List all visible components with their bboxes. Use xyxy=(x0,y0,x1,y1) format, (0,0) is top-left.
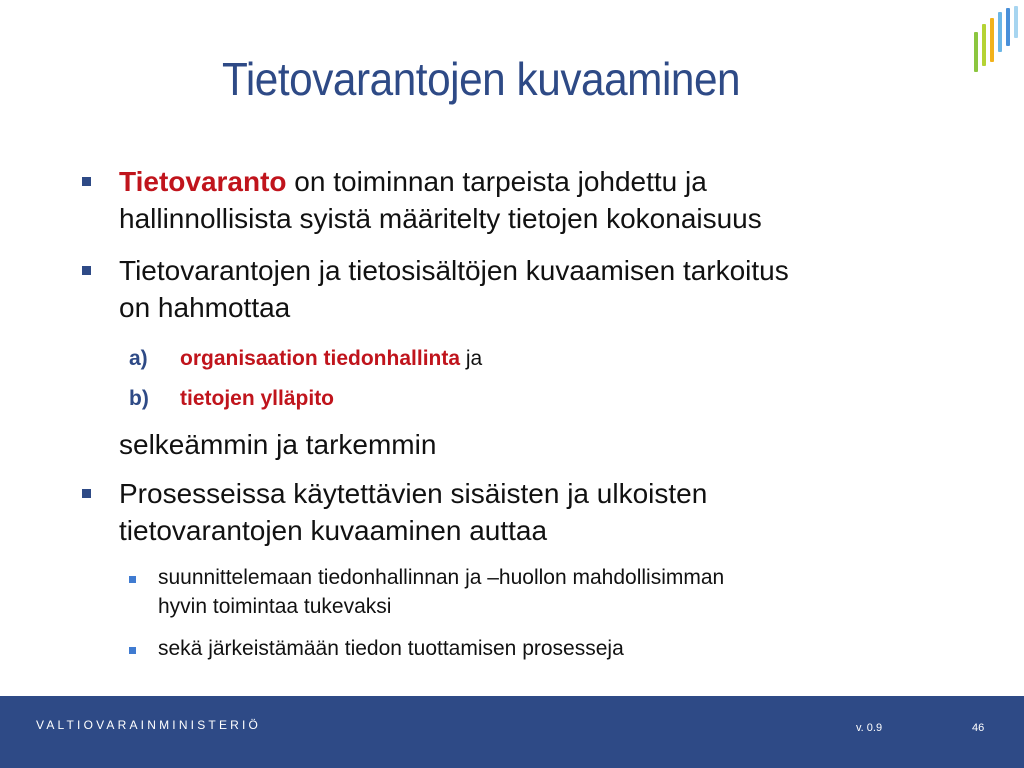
item-text-rest: ja xyxy=(460,347,483,370)
bullet-text-line: Tietovarantojen ja tietosisältöjen kuvaamisen tarkoitus xyxy=(119,255,789,286)
sub-bullet-marker xyxy=(129,647,136,654)
bullet-text-line: on hahmottaa xyxy=(119,292,291,323)
bullet-text-rest: on toiminnan tarpeista johdettu ja xyxy=(286,166,707,197)
sub-bullet-line: hyvin toimintaa tukevaksi xyxy=(158,595,392,618)
bullet-text xyxy=(119,163,979,237)
sub-bullet-line: suunnittelemaan tiedonhallinnan ja –huollon mahdollisimman xyxy=(158,566,725,589)
enum-marker: a) xyxy=(129,347,148,370)
term-highlight: organisaation tiedonhallinta xyxy=(180,347,461,370)
enumerated-item-text xyxy=(180,384,960,413)
term-highlight: Tietovaranto xyxy=(119,166,287,197)
ministry-name: VALTIOVARAINMINISTERIÖ xyxy=(36,718,262,732)
sub-bullet-marker xyxy=(129,576,136,583)
slide-title: Tietovarantojen kuvaaminen xyxy=(222,53,741,105)
footer-bar xyxy=(0,696,1024,768)
sub-bullet-line: sekä järkeistämään tiedon tuottamisen prosesseja xyxy=(158,637,624,660)
bullet-text-line: hallinnollisista syistä määritelty tietojen kokonaisuus xyxy=(119,203,762,234)
page-number: 46 xyxy=(972,722,985,734)
enum-marker: b) xyxy=(129,387,149,410)
continuation-text xyxy=(119,426,979,463)
bullet-marker xyxy=(82,177,91,186)
sub-bullet-text xyxy=(158,563,978,621)
bullet-text xyxy=(119,252,979,326)
bullet-text-line: Prosesseissa käytettävien sisäisten ja ulkoisten xyxy=(119,478,708,509)
sub-bullet-text xyxy=(158,634,978,663)
bullet-marker xyxy=(82,489,91,498)
bullet-text xyxy=(119,475,979,549)
bullet-marker xyxy=(82,266,91,275)
term-highlight: tietojen ylläpito xyxy=(180,387,335,410)
bullet-text-line: tietovarantojen kuvaaminen auttaa xyxy=(119,515,548,546)
colored-bars-icon xyxy=(972,6,1024,78)
enumerated-item-text xyxy=(180,344,960,373)
continuation-line: selkeämmin ja tarkemmin xyxy=(119,429,437,460)
version-label: v. 0.9 xyxy=(856,722,883,734)
